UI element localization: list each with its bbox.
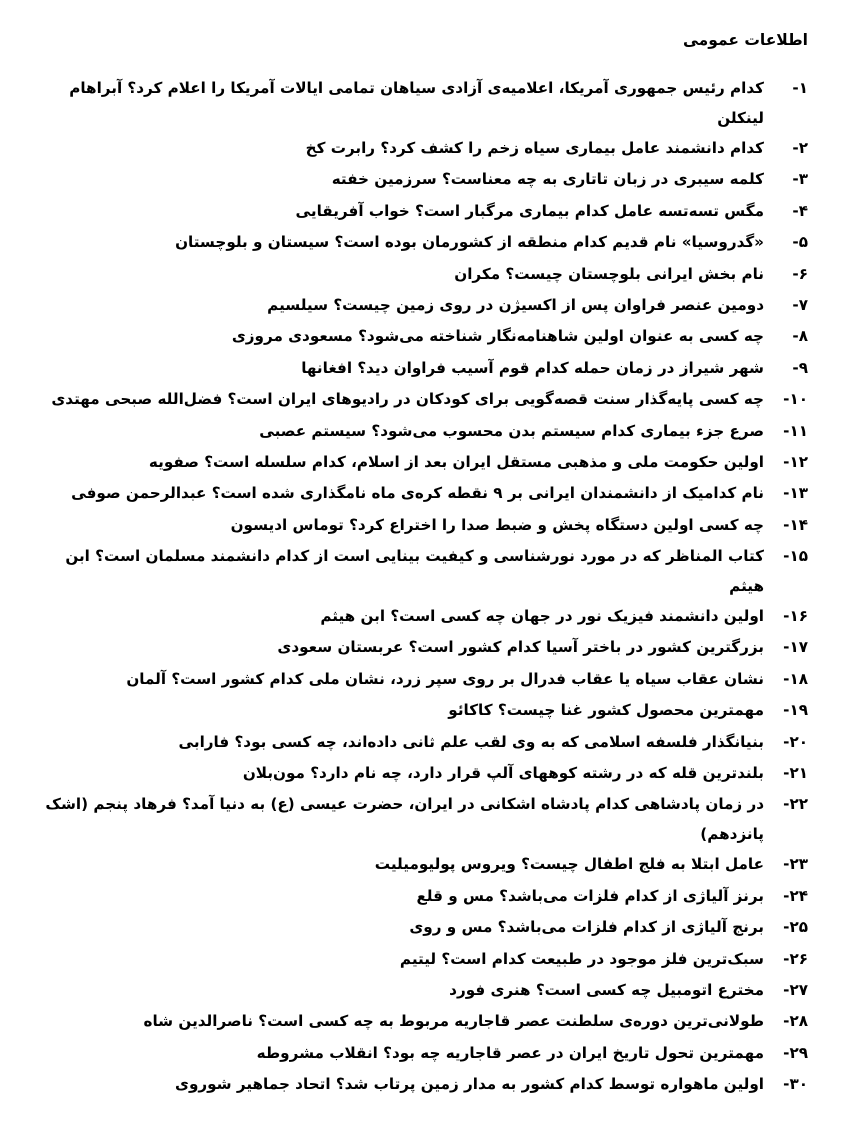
question-number: ۱۴- bbox=[783, 515, 808, 534]
question-text: در زمان پادشاهی کدام پادشاه اشکانی در ایران، حضرت عیسی (ع) به دنیا آمد؟ فرهاد پنجم (اشک پانزدهم) bbox=[45, 795, 764, 844]
question-text: دومین عنصر فراوان پس از اکسیژن در روی زمین چیست؟ سیلسیم bbox=[267, 295, 764, 314]
question-number: ۸- bbox=[792, 327, 808, 346]
question-number: ۲- bbox=[792, 139, 808, 157]
question-item bbox=[43, 758, 808, 789]
question-number: ۶- bbox=[792, 264, 808, 283]
question-text: چه کسی به عنوان اولین شاهنامه‌نگار شناخته می‌شود؟ مسعودی مروزی bbox=[231, 327, 764, 346]
question-text: اولین حکومت ملی و مذهبی مستقل ایران بعد از اسلام، کدام سلسله است؟ صفویه bbox=[148, 452, 764, 471]
question-number: ۱۰- bbox=[783, 390, 808, 409]
question-number: ۱۶- bbox=[783, 607, 808, 626]
question-item bbox=[43, 664, 808, 695]
question-number: ۲۲- bbox=[783, 795, 808, 814]
question-item bbox=[43, 259, 808, 290]
question-item bbox=[43, 133, 808, 164]
question-item bbox=[43, 73, 808, 133]
question-number: ۲۶- bbox=[783, 949, 808, 968]
question-text: کدام رئیس جمهوری آمریکا، اعلامیه‌ی آزادی سیاهان تمامی ایالات آمریکا را اعلام کرد؟ آبراهام لینکلن bbox=[69, 79, 764, 127]
question-item bbox=[43, 416, 808, 447]
question-text: برنز آلیاژی از کدام فلزات می‌باشد؟ مس و قلع bbox=[416, 886, 764, 905]
question-text: بلندترین قله که در رشته کوههای آلپ قرار دارد، چه نام دارد؟ مون‌بلان bbox=[242, 764, 764, 783]
question-text: «گدروسیا» نام قدیم کدام منطقه از کشورمان بوده است؟ سیستان و بلوچستان bbox=[175, 233, 764, 252]
question-text: کتاب المناظر که در مورد نورشناسی و کیفیت بینایی است از کدام دانشمند مسلمان است؟ ابن هیثم bbox=[65, 547, 764, 596]
question-item bbox=[43, 944, 808, 975]
question-item bbox=[43, 1069, 808, 1100]
question-item bbox=[43, 632, 808, 663]
question-item bbox=[43, 1038, 808, 1069]
section-heading: اطلاعات عمومی bbox=[682, 31, 808, 49]
question-item bbox=[43, 1006, 808, 1037]
question-text: برنج آلیاژی از کدام فلزات می‌باشد؟ مس و روی bbox=[409, 918, 764, 937]
question-item bbox=[43, 478, 808, 509]
question-number: ۳۰- bbox=[783, 1075, 808, 1094]
question-number: ۲۴- bbox=[783, 886, 808, 905]
question-item bbox=[43, 849, 808, 880]
question-number: ۱- bbox=[792, 79, 808, 97]
question-number: ۱۵- bbox=[783, 547, 808, 566]
question-number: ۲۳- bbox=[783, 855, 808, 874]
question-text: چه کسی اولین دستگاه پخش و ضبط صدا را اختراع کرد؟ توماس ادیسون bbox=[230, 515, 764, 534]
question-text: عامل ابتلا به فلج اطفال چیست؟ ویروس پولیومیلیت bbox=[374, 855, 764, 874]
question-number: ۴- bbox=[792, 201, 808, 220]
question-item bbox=[43, 695, 808, 726]
question-number: ۱۸- bbox=[783, 669, 808, 688]
question-number: ۱۲- bbox=[783, 452, 808, 471]
question-number: ۱۷- bbox=[783, 638, 808, 657]
question-text: مگس تسه‌تسه عامل کدام بیماری مرگبار است؟ خواب آفریقایی bbox=[295, 201, 764, 220]
question-item bbox=[43, 353, 808, 384]
question-number: ۲۸- bbox=[783, 1012, 808, 1031]
question-item bbox=[43, 384, 808, 415]
question-number: ۱۱- bbox=[783, 421, 808, 440]
question-number: ۲۰- bbox=[783, 732, 808, 751]
question-text: اولین دانشمند فیزیک نور در جهان چه کسی است؟ ابن هیثم bbox=[320, 607, 764, 626]
question-item bbox=[43, 447, 808, 478]
question-text: سبک‌ترین فلز موجود در طبیعت کدام است؟ لیتیم bbox=[399, 949, 764, 968]
question-text: کلمه سیبری در زبان تاتاری به چه معناست؟ سرزمین خفته bbox=[331, 170, 764, 189]
question-number: ۵- bbox=[792, 233, 808, 252]
question-item bbox=[43, 727, 808, 758]
question-text: صرع جزء بیماری کدام سیستم بدن محسوب می‌شود؟ سیستم عصبی bbox=[259, 421, 764, 440]
question-text: بنیانگذار فلسفه اسلامی که به وی لقب علم ثانی داده‌اند، چه کسی بود؟ فارابی bbox=[178, 732, 764, 751]
question-number: ۱۳- bbox=[783, 484, 808, 503]
question-item bbox=[43, 321, 808, 352]
question-number: ۳- bbox=[792, 170, 808, 189]
question-item bbox=[43, 912, 808, 943]
question-item bbox=[43, 510, 808, 541]
question-text: نام بخش ایرانی بلوچستان چیست؟ مکران bbox=[454, 264, 764, 283]
question-item bbox=[43, 290, 808, 321]
question-text: بزرگترین کشور در باختر آسیا کدام کشور است؟ عربستان سعودی bbox=[277, 638, 764, 657]
question-text: مهمترین تحول تاریخ ایران در عصر قاجاریه چه بود؟ انقلاب مشروطه bbox=[256, 1043, 764, 1062]
question-number: ۷- bbox=[792, 295, 808, 314]
question-text: اولین ماهواره توسط کدام کشور به مدار زمین پرتاب شد؟ اتحاد جماهیر شوروی bbox=[175, 1075, 764, 1094]
question-item bbox=[43, 789, 808, 849]
question-item bbox=[43, 601, 808, 632]
question-item bbox=[43, 227, 808, 258]
question-text: نام کدامیک از دانشمندان ایرانی بر ۹ نقطه کره‌ی ماه نامگذاری شده است؟ عبدالرحمن صوفی bbox=[71, 484, 764, 503]
question-text: مخترع اتومبیل چه کسی است؟ هنری فورد bbox=[449, 980, 764, 999]
question-text: نشان عقاب سیاه یا عقاب فدرال بر روی سپر زرد، نشان ملی کدام کشور است؟ آلمان bbox=[126, 669, 764, 688]
question-item bbox=[43, 975, 808, 1006]
question-number: ۱۹- bbox=[783, 701, 808, 720]
question-item bbox=[43, 196, 808, 227]
question-list bbox=[43, 73, 808, 1101]
question-text: چه کسی پایه‌گذار سنت قصه‌گویی برای کودکان در رادیوهای ایران است؟ فضل‌الله صبحی مهتدی bbox=[51, 390, 764, 409]
question-number: ۲۱- bbox=[783, 764, 808, 783]
question-text: مهمترین محصول کشور غنا چیست؟ کاکائو bbox=[448, 701, 764, 720]
question-item bbox=[43, 164, 808, 195]
question-number: ۹- bbox=[792, 358, 808, 377]
question-number: ۲۵- bbox=[783, 918, 808, 937]
question-number: ۲۹- bbox=[783, 1043, 808, 1062]
question-text: شهر شیراز در زمان حمله کدام قوم آسیب فراوان دید؟ افغانها bbox=[301, 358, 764, 377]
question-text: طولانی‌ترین دوره‌ی سلطنت عصر قاجاریه مربوط به چه کسی است؟ ناصرالدین شاه bbox=[143, 1012, 764, 1031]
question-item bbox=[43, 881, 808, 912]
question-item bbox=[43, 541, 808, 601]
question-text: کدام دانشمند عامل بیماری سیاه زخم را کشف کرد؟ رابرت کخ bbox=[305, 139, 764, 157]
question-number: ۲۷- bbox=[783, 980, 808, 999]
